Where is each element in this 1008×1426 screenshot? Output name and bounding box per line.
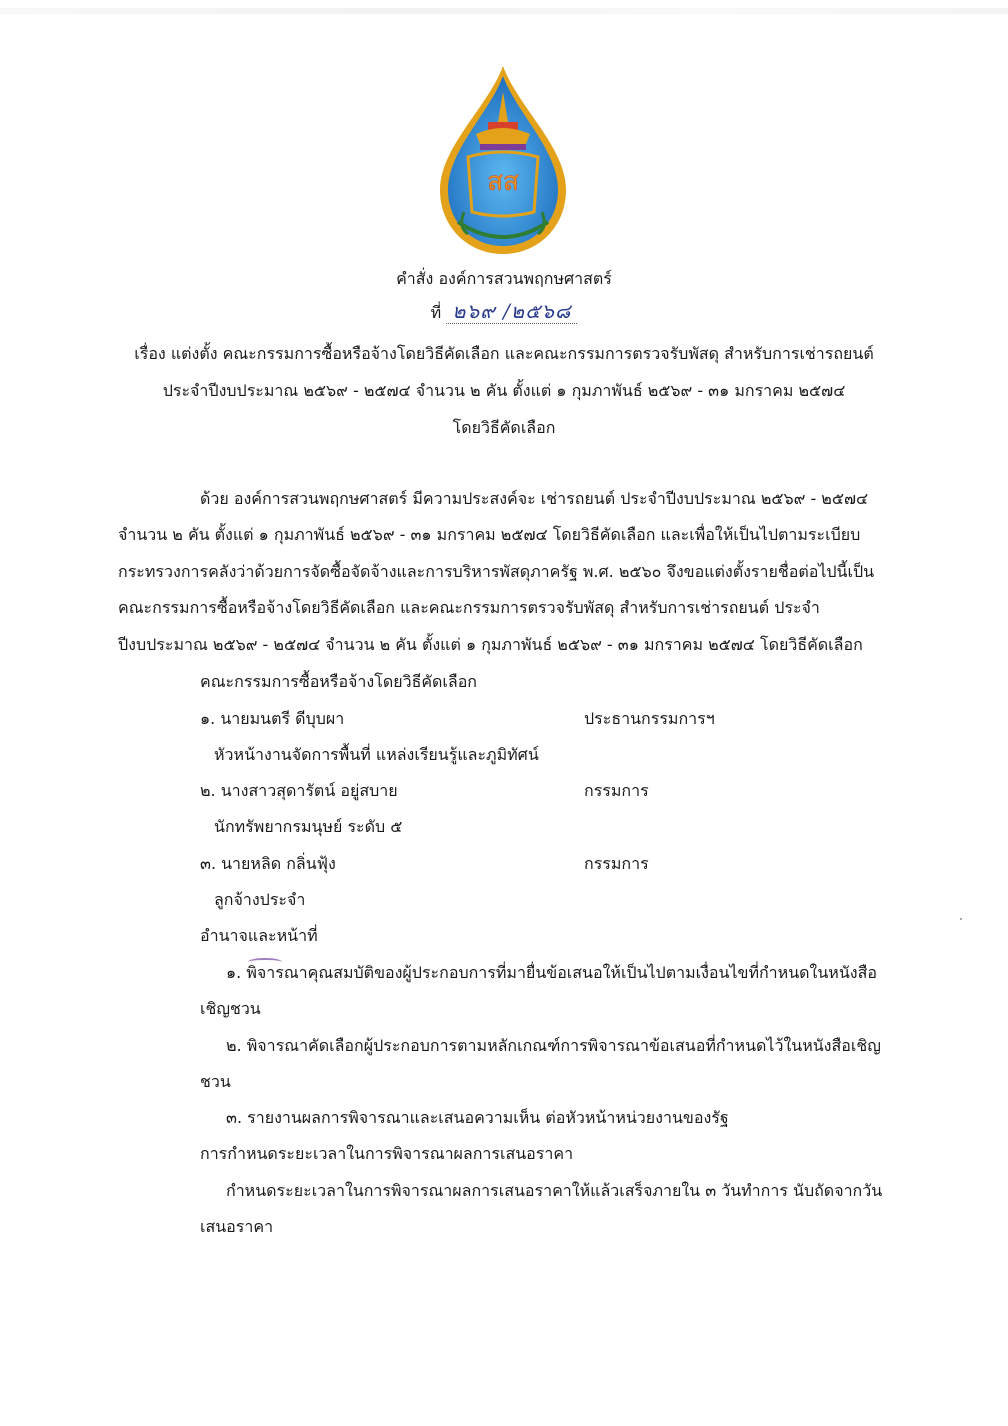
timeline-line-1: กำหนดระยะเวลาในการพิจารณาผลการเสนอราคาให้แล้วเสร็จภายใน ๓ วันทำการ นับถัดจากวัน: [226, 1181, 883, 1200]
member-1-position: หัวหน้างานจัดการพื้นที่ แหล่งเรียนรู้และภูมิทัศน์: [214, 745, 539, 764]
order-number-line: [0, 300, 1008, 324]
duty-2-line-1: ๒. พิจารณาคัดเลือกผู้ประกอบการตามหลักเกณฑ์การพิจารณาข้อเสนอที่กำหนดไว้ในหนังสือเชิญ: [226, 1036, 881, 1055]
scan-speck: [960, 918, 962, 920]
para1-line-3: กระทรวงการคลังว่าด้วยการจัดซื้อจัดจ้างและการบริหารพัสดุภาครัฐ พ.ศ. ๒๕๖๐ จึงขอแต่งตั้งรายชื่อต่อไปนี้เป็น: [118, 562, 875, 581]
subject-line-2: ประจำปีงบประมาณ ๒๕๖๙ - ๒๕๗๔ จำนวน ๒ คัน ตั้งแต่ ๑ กุมภาพันธ์ ๒๕๖๙ - ๓๑ มกราคม ๒๕๗๔: [162, 381, 846, 400]
member-1-name: ๑. นายมนตรี ดีบุบผา: [200, 709, 345, 728]
member-2-position: นักทรัพยากรมนุษย์ ระดับ ๕: [214, 817, 403, 836]
member-2-name: ๒. นางสาวสุดารัตน์ อยู่สบาย: [200, 781, 398, 800]
para1-line-5: ปีงบประมาณ ๒๕๖๙ - ๒๕๗๔ จำนวน ๒ คัน ตั้งแต่ ๑ กุมภาพันธ์ ๒๕๖๙ - ๓๑ มกราคม ๒๕๗๔ โดยวิธีคัดเลือก: [118, 635, 863, 654]
subject-line-3: โดยวิธีคัดเลือก: [452, 418, 556, 437]
duty-1-line-1: ๑. พิจารณาคุณสมบัติของผู้ประกอบการที่มายื่นข้อเสนอให้เป็นไปตามเงื่อนไขที่กำหนดในหนังสือ: [226, 963, 877, 982]
order-number-label: ที่: [430, 303, 442, 322]
svg-text:สส: สส: [487, 167, 519, 197]
duties-heading: อำนาจและหน้าที่: [200, 926, 318, 945]
member-3-position: ลูกจ้างประจำ: [214, 890, 306, 909]
duty-3: ๓. รายงานผลการพิจารณาและเสนอความเห็น ต่อหัวหน้าหน่วยงานของรัฐ: [226, 1108, 729, 1127]
para1-line-2: จำนวน ๒ คัน ตั้งแต่ ๑ กุมภาพันธ์ ๒๕๖๙ - ๓๑ มกราคม ๒๕๗๔ โดยวิธีคัดเลือก และเพื่อให้เป็นไปตามระเบียบ: [118, 525, 861, 544]
member-3-name: ๓. นายหลิด กลิ่นฟุ้ง: [200, 854, 336, 873]
subject-line-1: เรื่อง แต่งตั้ง คณะกรรมการซื้อหรือจ้างโดยวิธีคัดเลือก และคณะกรรมการตรวจรับพัสดุ สำหรับการเช่ารถยนต์: [134, 344, 874, 363]
document-title: คำสั่ง องค์การสวนพฤกษศาสตร์: [396, 269, 612, 288]
organization-logo: [428, 62, 578, 262]
duty-1-line-2: เชิญชวน: [200, 999, 261, 1018]
member-3-role: กรรมการ: [584, 854, 649, 873]
duty-2-line-2: ชวน: [200, 1072, 231, 1091]
scan-edge: [0, 8, 1008, 14]
para1-line-4: คณะกรรมการซื้อหรือจ้างโดยวิธีคัดเลือก และคณะกรรมการตรวจรับพัสดุ สำหรับการเช่ารถยนต์ ประจำ: [118, 598, 820, 617]
timeline-heading: การกำหนดระยะเวลาในการพิจารณาผลการเสนอราคา: [200, 1144, 574, 1163]
order-number-handwritten: ๒๖๙ /๒๕๖๘: [446, 299, 577, 324]
member-2-role: กรรมการ: [584, 781, 649, 800]
committee-heading: คณะกรรมการซื้อหรือจ้างโดยวิธีคัดเลือก: [200, 672, 477, 691]
para1-line-1: ด้วย องค์การสวนพฤกษศาสตร์ มีความประสงค์จะ เช่ารถยนต์ ประจำปีงบประมาณ ๒๕๖๙ - ๒๕๗๔: [200, 489, 869, 508]
member-1-role: ประธานกรรมการฯ: [584, 709, 715, 728]
timeline-line-2: เสนอราคา: [200, 1217, 274, 1236]
